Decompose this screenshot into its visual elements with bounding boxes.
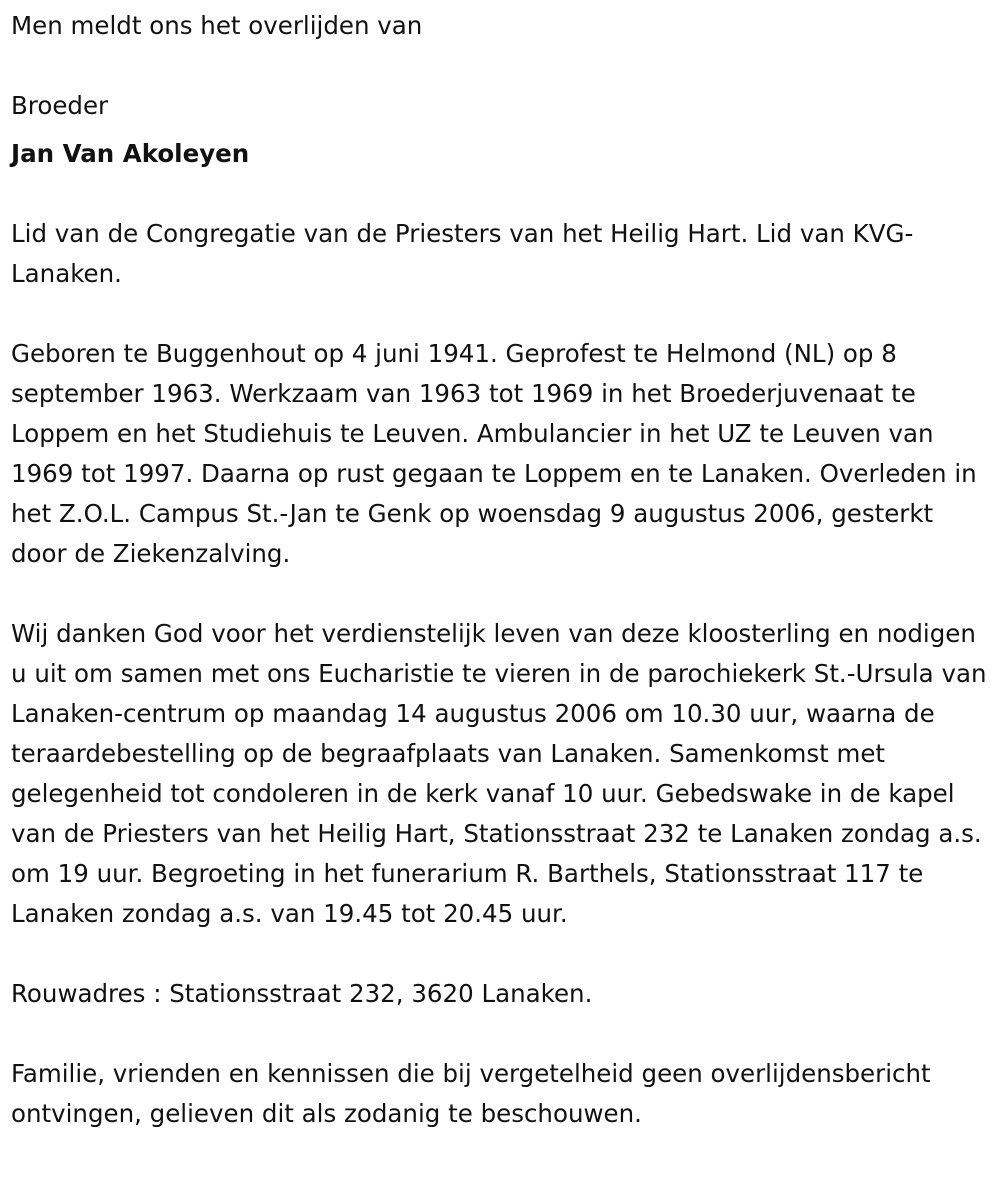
intro-text: Men meldt ons het overlijden van	[11, 11, 423, 40]
membership-paragraph: Lid van de Congregatie van de Priesters van het Heilig Hart. Lid van KVG-Lanaken.	[11, 219, 914, 288]
deceased-name: Jan Van Akoleyen	[11, 139, 250, 168]
biography-paragraph: Geboren te Buggenhout op 4 juni 1941. Geprofest te Helmond (NL) op 8 september 1963. Werkzaam van 1963 tot 1969 in het Broederjuvenaat te Loppem en het Studiehuis te Leuven. Ambulancier in het UZ te Leuven van 1969 tot 1997. Daarna op rust gegaan te Loppem en te Lanaken. Overleden in het Z.O.L. Campus St.-Jan te Genk op woensdag 9 augustus 2006, gesterkt door de Ziekenzalving.	[11, 339, 977, 568]
service-paragraph: Wij danken God voor het verdienstelijk leven van deze kloosterling en nodigen u uit om samen met ons Eucharistie te vieren in de parochiekerk St.-Ursula van Lanaken-centrum op maandag 14 augustus 2006 om 10.30 uur, waarna de teraardebestelling op de begraafplaats van Lanaken. Samenkomst met gelegenheid tot condoleren in de kerk vanaf 10 uur. Gebedswake in de kapel van de Priesters van het Heilig Hart, Stationsstraat 232 te Lanaken zondag a.s. om 19 uur. Begroeting in het funerarium R. Barthels, Stationsstraat 117 te Lanaken zondag a.s. van 19.45 tot 20.45 uur.	[11, 619, 987, 928]
closing-paragraph: Familie, vrienden en kennissen die bij vergetelheid geen overlijdensbericht ontvingen, gelieven dit als zodanig te beschouwen.	[11, 1059, 931, 1128]
mourning-address: Rouwadres : Stationsstraat 232, 3620 Lanaken.	[11, 979, 593, 1008]
deceased-title: Broeder	[11, 91, 109, 120]
